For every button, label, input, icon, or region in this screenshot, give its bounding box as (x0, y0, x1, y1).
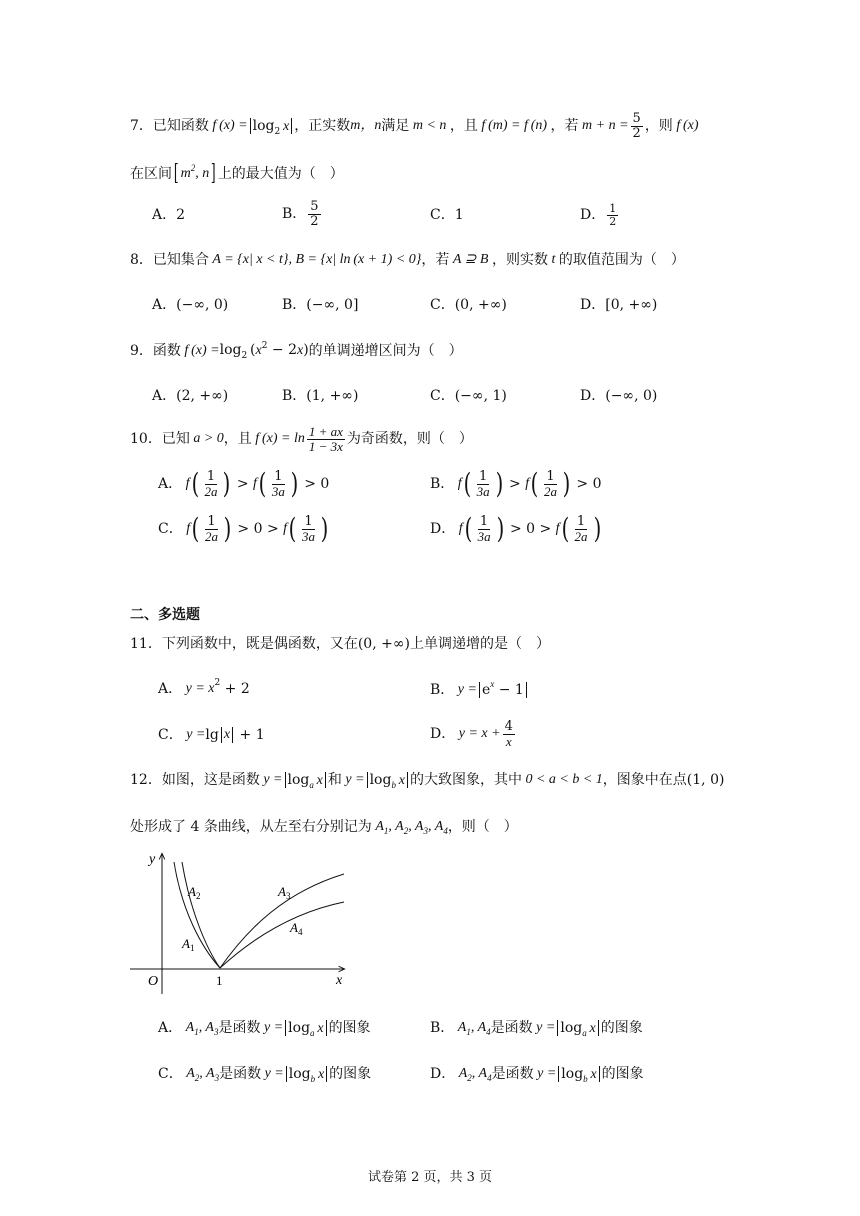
q7-interval: $m^2$, n (180, 163, 210, 181)
q12-option-b[interactable]: B． $A_1$, $A_4$ 是函数 y = $\log_a x$ 的图象 (430, 1019, 643, 1038)
label-a2: $A_2$ (188, 884, 201, 901)
q12-line1: 12． 如图，这是函数 y = $\log_a x$ 和 y = $\log_b x$ 的大致图象，其中 0 < a < b < 1 ，图象中在点 (1, 0) (130, 771, 725, 790)
section-title: 二、多选题 (130, 607, 200, 623)
q10-option-c[interactable]: C． f ( $\frac{1}{2a}$ ) > 0 > f ( $\frac{1}{3a}$ ) (158, 512, 329, 546)
q11-option-a[interactable]: A． y = x 2 + 2 (158, 677, 250, 697)
curve-a1 (174, 862, 220, 968)
q7-fx: f (x) (672, 118, 699, 134)
q7-mid1: ，正实数 (294, 118, 351, 135)
q7-option-a[interactable]: A． 2 (152, 207, 186, 223)
q7-cond2: f (m) = f (n) (477, 118, 551, 134)
abs-bar (291, 118, 292, 134)
label-a4: $A_4$ (290, 920, 303, 937)
q7-cond3: m + n = (578, 118, 629, 134)
q9-line: 9． 函数 f (x) = $\log_2 (x^2 - 2x)$ 的单调递增区间为（ ） (130, 341, 463, 361)
q7-stem-prefix: 已知函数 (152, 118, 209, 135)
q7-line2-prefix: 在区间 (130, 166, 172, 182)
q11-line: 11． 下列函数中，既是偶函数，又在 (0, +∞) 上单调递增的是（ ） (130, 636, 550, 652)
q7-mid3: ，且 (449, 118, 478, 135)
q10-line: 10． 已知 a > 0 ，且 f (x) = ln $\frac{1 + ax}{1 - 3x}$ 为奇函数，则（ ） (130, 424, 473, 454)
q12-option-c[interactable]: C． $A_2$, $A_3$ 是函数 y = $\log_b x$ 的图象 (158, 1065, 372, 1084)
origin-label: O (148, 974, 159, 989)
q7-option-d[interactable]: D． $\frac{1}{2}$ (580, 202, 617, 228)
q7-line2: 在区间 [ $m^2$, n ] 上的最大值为（ ） (130, 161, 344, 186)
page-footer: 试卷第 2 页，共 3 页 (367, 1170, 493, 1185)
q8-option-a[interactable]: A． (−∞, 0) (152, 297, 229, 313)
q11-option-c[interactable]: C． y = lg x + 1 (158, 727, 265, 743)
q7-mid2: 满足 (381, 118, 410, 135)
q8-line: 8． 已知集合 A = {x| x < t}, B = {x| ln (x + 1) < 0} ，若 A ⊇ B ，则实数 t 的取值范围为（ ） (130, 252, 685, 268)
q7-number: 7． (130, 118, 153, 135)
curve-a4 (220, 902, 344, 968)
q7-sum-frac: $\frac{5}{2}$ (632, 111, 641, 141)
y-axis-label: y (149, 852, 156, 867)
q7-cond1: m < n (409, 118, 450, 134)
q12-option-a[interactable]: A． $A_1$, $A_3$ 是函数 y = $\log_a x$ 的图象 (158, 1019, 371, 1038)
q12-line2: 处形成了 4 条曲线，从左至右分别记为 $A_1$, $A_2$, $A_3$, $A_4$ ，则（ ） (130, 819, 518, 836)
q7-func: f (x) = (208, 118, 248, 134)
q8-option-c[interactable]: C． (0, +∞) (430, 297, 507, 313)
q7-log: $\log_2 x$ (252, 117, 290, 137)
q7-mn: m，n (350, 118, 382, 134)
label-a3: $A_3$ (278, 884, 291, 901)
q7-option-c[interactable]: C． 1 (430, 207, 464, 223)
q8-sets: A = {x| x < t}, B = {x| ln (x + 1) < 0} (208, 252, 422, 267)
q9-option-d[interactable]: D． (−∞, 0) (580, 388, 658, 404)
curve-a2 (182, 862, 220, 968)
q9-option-a[interactable]: A． (2, +∞) (152, 388, 229, 404)
x-axis-label: x (336, 973, 343, 988)
q9-func: f (x) = (180, 342, 220, 358)
q11-option-d[interactable]: D． y = x + $\frac{4}{x}$ (430, 719, 513, 749)
tick-one-label: 1 (216, 973, 223, 988)
q8-option-d[interactable]: D． [0, +∞) (580, 297, 658, 313)
q11-option-b[interactable]: B． y = e x − 1 (430, 682, 529, 698)
q7-mid4: ，若 (550, 118, 579, 135)
q7-line1 (130, 112, 699, 140)
q10-option-d[interactable]: D． f ( $\frac{1}{3a}$ ) > 0 > f ( $\frac{1}{2a}$ ) (430, 512, 601, 546)
q10-option-b[interactable]: B． f ( $\frac{1}{3a}$ ) > f ( $\frac{1}{2a}$ ) > 0 (430, 467, 602, 501)
log-graph-figure (130, 848, 360, 996)
label-a1: $A_1$ (182, 936, 195, 953)
q9-option-b[interactable]: B． (1, +∞) (282, 388, 359, 404)
abs-bar (250, 118, 251, 134)
q7-line2-suffix: 上的最大值为（ ） (217, 166, 344, 182)
q7-option-b[interactable]: B． $\frac{5}{2}$ (282, 199, 319, 229)
q7-mid5: ，则 (644, 118, 673, 135)
q12-option-d[interactable]: D． $A_2$, $A_4$ 是函数 y = $\log_b x$ 的图象 (430, 1065, 644, 1084)
q9-option-c[interactable]: C． (−∞, 1) (430, 388, 507, 404)
q8-subset: A ⊇ B (449, 252, 492, 267)
q8-option-b[interactable]: B． (−∞, 0] (282, 297, 359, 313)
q10-frac: $\frac{1 + ax}{1 - 3x}$ (308, 424, 343, 454)
q10-option-a[interactable]: A． f ( $\frac{1}{2a}$ ) > f ( $\frac{1}{3a}$ ) > 0 (158, 467, 330, 501)
